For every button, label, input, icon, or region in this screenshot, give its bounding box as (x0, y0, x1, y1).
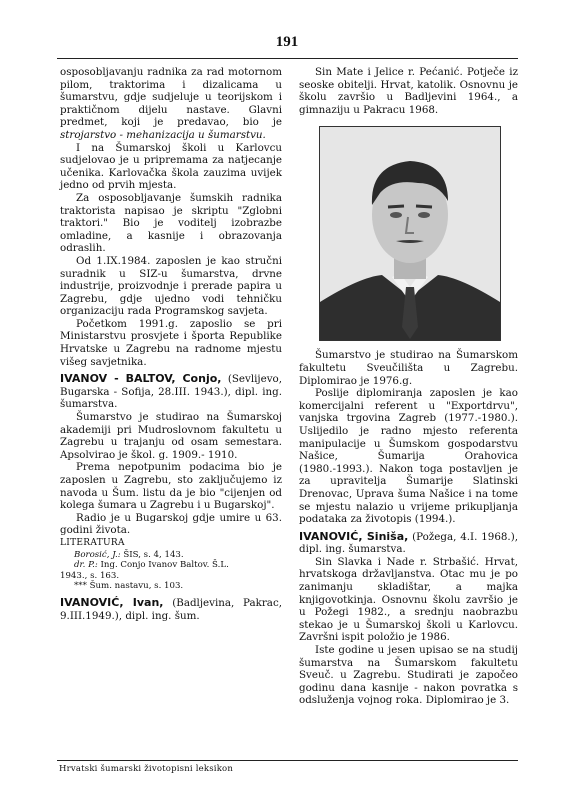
paragraph: Prema nepotpunim podacima bio je zaposlen u Zagrebu, sto zaključujemo iz navoda u Šum. listu da je bio "cijenjen od kolega šumara u Zagrebu i u Bugarskoj". (60, 461, 282, 512)
left-column (60, 66, 282, 622)
footer-rule (57, 760, 518, 761)
entry-ivanovic-sinisa (299, 531, 518, 556)
entry-details: (Požega, 4.I. 1968.), dipl. ing. šumarstva. (299, 530, 518, 556)
paragraph (60, 66, 282, 142)
literature-item (60, 550, 282, 561)
paragraph: Od 1.IX.1984. zaposlen je kao stručni suradnik u SIZ-u šumarstva, drvne industrije, proizvodnje i prerade papira u Zagrebu, gdje ujedno vodi tehničku organizaciju rada Programskog savjeta. (60, 254, 282, 318)
lit-author: dr. P.: (74, 560, 98, 571)
header-rule (57, 58, 518, 59)
paragraph: Radio je u Bugarskoj gdje umire u 63. godini života. (60, 511, 282, 537)
paragraph: Iste godine u jesen upisao se na studij šumarstva na Šumarskom fakultetu Sveuč. u Zagrebu. Studirati je započeo godinu dana kasnije - nakon povratka s odsluženja vojnog roka. Diplomirao je 3. (299, 644, 518, 707)
entry-ivanov-baltov (60, 373, 282, 411)
paragraph: Za osposobljavanje šumskih radnika traktorista napisao je skriptu "Zglobni traktori." Bio je voditelj izobrazbe omladine, a kasnije i obrazovanja odraslih. (60, 191, 282, 255)
paragraph: Početkom 1991.g. zaposlio se pri Ministarstvu prosvjete i športa Republike Hrvatske u Zagrebu na radnome mjestu višeg savjetnika. (60, 317, 282, 368)
literature-item (60, 560, 282, 571)
subject-italic: strojarstvo - mehanizacija u šumarstvu. (60, 128, 266, 141)
paragraph: Sin Mate i Jelice r. Pećanić. Potječe iz seoske obitelji. Hrvat, katolik. Osnovnu je školu završio u Badljevini 1964., a gimnaziju u Pakracu 1968. (299, 66, 518, 116)
portrait-photo (319, 126, 501, 341)
paragraph: Šumarstvo je studirao na Šumarskom fakultetu Sveučilišta u Zagrebu. Diplomirao je 1976.g. (299, 349, 518, 387)
entry-heading: IVANOVIĆ, Ivan, (60, 595, 164, 609)
paragraph: I na Šumarskoj školi u Karlovcu sudjelovao je u pripremama za natjecanje učenika. Karlovačka škola zauzima uvijek jedno od prvih mjesta. (60, 141, 282, 192)
entry-heading: IVANOVIĆ, Siniša, (299, 529, 409, 543)
literature-item-cont: 1943., s. 163. (60, 570, 120, 581)
entry-details: (Sevlijevo, Bugarska - Sofija, 28.III. 1943.), dipl. ing. šumarstva. (60, 373, 282, 411)
footer-text: Hrvatski šumarski životopisni leksikon (59, 764, 234, 774)
entry-details: (Badljevina, Pakrac, 9.III.1949.), dipl. ing. šum. (60, 596, 282, 622)
portrait-image (320, 127, 500, 340)
page-number: 191 (275, 34, 299, 50)
paragraph: Šumarstvo je studirao na Šumarskoj akademiji pri Mudroslovnom fakultetu u Zagrebu u trajanju od osam semestara. Apsolvirao je škol. g. 1909.- 1910. (60, 411, 282, 461)
entry-heading: IVANOV - BALTOV, Conjo, (60, 372, 222, 386)
lit-author: Borosić, J.: (74, 549, 121, 560)
right-column (299, 66, 518, 707)
lit-ref: Ing. Conjo Ivanov Baltov. Š.L. (97, 560, 229, 571)
lit-ref: ŠIS, s. 4, 143. (120, 549, 184, 560)
literature-label: LITERATURA (60, 537, 125, 548)
literature-item: *** Šum. nastavu, s. 103. (74, 581, 184, 592)
paragraph: Sin Slavka i Nade r. Strbašić. Hrvat, hrvatskoga državljanstva. Otac mu je po zanimanju skladištar, a majka knjigovotkinja. Osnovnu školu završio je u Požegi 1982., a srednju naobrazbu stekao je u Šumarskoj školi u Karlovcu. Završni ispit položio je 1986. (299, 555, 518, 644)
entry-ivanovic-ivan (60, 597, 282, 622)
paragraph-text: osposobljavanju radnika za rad motornom pilom, traktorima i dizalicama u šumarstvu, gdje sudjeluje u teorijskom i praktičnom dijelu nastave. Glavni predmet, koji je predavao, bio je (60, 66, 282, 129)
paragraph: Poslije diplomiranja zaposlen je kao komercijalni referent u "Exportdrvu", vanjska trgovina Zagreb (1977.-1980.). Uslijedilo je radno mjesto referenta manipulacije u Šumskom gospodarstvu Našice, Šumarija Orahovica (1980.-1993.). Nakon toga postavljen je za upravitelja Šumarije Slatinski Drenovac, Uprava šuma Našice i na tome se mjestu nalazio u vrijeme prikupljanja podataka za životopis (1994.). (299, 387, 518, 526)
